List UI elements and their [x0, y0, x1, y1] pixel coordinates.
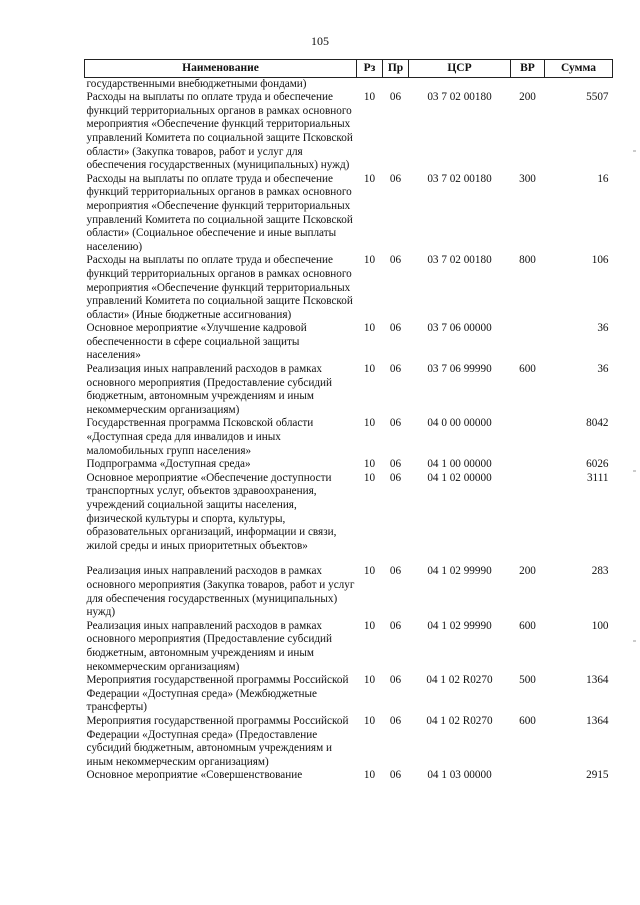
cell-vr: 800 [519, 254, 536, 267]
cell-rz: 10 [363, 674, 376, 687]
cell-name: Основное мероприятие «Улучшение кадровой обеспеченности в сфере социальной защиты населения» [86, 322, 307, 362]
cell-vr: 600 [519, 363, 536, 376]
cell-rz: 10 [363, 363, 376, 376]
scan-edge-mark [633, 470, 636, 472]
cell-name: Подпрограмма «Доступная среда» [86, 458, 251, 471]
cell-rz: 10 [363, 565, 376, 578]
cell-pr: 06 [389, 417, 402, 430]
table-row [85, 715, 613, 769]
table-row [85, 77, 613, 91]
cell-sum: 100 [591, 619, 609, 632]
cell-sum: 36 [597, 363, 609, 376]
cell-pr: 06 [389, 565, 402, 578]
cell-csr: 03 7 02 00180 [427, 172, 492, 185]
cell-csr: 04 1 02 R0270 [426, 674, 493, 687]
table-row [85, 322, 613, 363]
cell-vr: 300 [519, 172, 536, 185]
table-row [85, 254, 613, 322]
cell-csr: 04 0 00 00000 [427, 417, 492, 430]
cell-name: Расходы на выплаты по оплате труда и обеспечение функций территориальных органов в рамках основного мероприятия «Обеспечение функций территориальных управлений Комитета по социальной защите Псковской области» (Социальное обеспечение и иные выплаты населению) [86, 172, 353, 253]
cell-vr [511, 417, 545, 458]
cell-sum: 5507 [586, 91, 609, 104]
header-name: Наименование [85, 60, 357, 78]
scan-edge-mark [633, 640, 636, 642]
table-row [85, 417, 613, 458]
cell-csr: 04 1 02 99990 [427, 619, 492, 632]
scan-edge-mark [633, 150, 636, 152]
cell-name: Реализация иных направлений расходов в рамках основного мероприятия (Предоставление субсидий бюджетным, автономным учреждениям и иным некоммерческим организациям) [86, 619, 332, 673]
cell-csr [409, 77, 511, 91]
cell-csr: 03 7 02 00180 [427, 91, 492, 104]
cell-pr: 06 [389, 322, 402, 335]
cell-vr [511, 322, 545, 363]
cell-pr [383, 77, 409, 91]
cell-pr: 06 [389, 254, 402, 267]
cell-rz: 10 [363, 619, 376, 632]
table-row [85, 91, 613, 173]
cell-name: государственными внебюджетными фондами) [86, 77, 307, 90]
cell-rz: 10 [363, 172, 376, 185]
cell-pr: 06 [389, 769, 402, 782]
cell-name: Расходы на выплаты по оплате труда и обеспечение функций территориальных органов в рамках основного мероприятия «Обеспечение функций территориальных управлений Комитета по социальной защите Псковской области» (Закупка товаров, работ и услуг для обеспечения государственных (муниципальных) нужд) [86, 91, 353, 172]
cell-csr: 04 1 02 99990 [427, 565, 492, 578]
budget-table [84, 59, 613, 783]
cell-vr: 600 [519, 714, 536, 727]
cell-vr [511, 472, 545, 566]
cell-name: Реализация иных направлений расходов в рамках основного мероприятия (Предоставление субсидий бюджетным, автономным учреждениям и иным некоммерческим организациям) [86, 363, 332, 416]
cell-rz: 10 [363, 471, 376, 484]
budget-table-container [84, 59, 612, 783]
cell-vr [511, 458, 545, 472]
cell-pr: 06 [389, 363, 402, 376]
cell-pr: 06 [389, 714, 402, 727]
table-row [85, 472, 613, 566]
cell-rz: 10 [363, 254, 376, 267]
table-row [85, 769, 613, 783]
cell-vr [511, 77, 545, 91]
cell-name: Мероприятия государственной программы Российской Федерации «Доступная среда» (Предоставление субсидий бюджетным, автономным учреждениям и иным некоммерческим организациям) [86, 714, 349, 768]
cell-csr: 03 7 06 00000 [427, 322, 492, 335]
cell-csr: 04 1 00 00000 [427, 458, 492, 471]
cell-rz: 10 [363, 417, 376, 430]
table-row [85, 565, 613, 619]
table-row [85, 363, 613, 417]
cell-name: Реализация иных направлений расходов в рамках основного мероприятия (Закупка товаров, работ и услуг для обеспечения государственных (муниципальных) нужд) [86, 565, 355, 619]
header-sum: Сумма [545, 60, 613, 78]
cell-name: Основное мероприятие «Совершенствование [86, 769, 303, 782]
cell-csr: 04 1 03 00000 [427, 769, 492, 782]
cell-sum: 6026 [586, 458, 609, 471]
cell-pr: 06 [389, 91, 402, 104]
cell-rz: 10 [363, 91, 376, 104]
cell-rz [357, 77, 383, 91]
cell-csr: 03 7 02 00180 [427, 254, 492, 267]
table-row [85, 458, 613, 472]
cell-sum: 1364 [586, 674, 609, 687]
cell-pr: 06 [389, 471, 402, 484]
cell-sum: 106 [591, 254, 609, 267]
cell-vr: 500 [519, 674, 536, 687]
cell-vr: 600 [519, 619, 536, 632]
cell-vr [511, 769, 545, 783]
cell-csr: 04 1 02 00000 [427, 471, 492, 484]
table-row [85, 674, 613, 715]
cell-sum: 8042 [586, 417, 609, 430]
header-vr: ВР [511, 60, 545, 78]
cell-sum: 1364 [586, 714, 609, 727]
cell-name: Основное мероприятие «Обеспечение доступности транспортных услуг, объектов здравоохранения, учреждений социальной защиты населения, физической культуры и спорта, культуры, образовательных организаций, информации и связи, жилой среды и иных приоритетных объектов» [86, 471, 337, 552]
cell-sum: 16 [597, 172, 609, 185]
cell-rz: 10 [363, 714, 376, 727]
cell-pr: 06 [389, 619, 402, 632]
cell-csr: 03 7 06 99990 [427, 363, 492, 376]
cell-sum [545, 77, 613, 91]
cell-vr: 200 [519, 565, 536, 578]
cell-pr: 06 [389, 458, 402, 471]
table-body [85, 77, 613, 783]
page-number: 105 [311, 34, 329, 48]
table-header-row [85, 60, 613, 78]
cell-sum: 283 [591, 565, 609, 578]
table-row [85, 620, 613, 674]
cell-pr: 06 [389, 172, 402, 185]
cell-rz: 10 [363, 769, 376, 782]
header-pr: Пр [383, 60, 409, 78]
cell-rz: 10 [363, 458, 376, 471]
header-rz: Рз [357, 60, 383, 78]
cell-sum: 36 [597, 322, 609, 335]
cell-name: Расходы на выплаты по оплате труда и обеспечение функций территориальных органов в рамках основного мероприятия «Обеспечение функций территориальных управлений Комитета по социальной защите Псковской области» (Иные бюджетные ассигнования) [86, 254, 353, 321]
table-row [85, 173, 613, 255]
cell-vr: 200 [519, 91, 536, 104]
cell-sum: 2915 [586, 769, 609, 782]
cell-pr: 06 [389, 674, 402, 687]
cell-rz: 10 [363, 322, 376, 335]
cell-name: Мероприятия государственной программы Российской Федерации «Доступная среда» (Межбюджетные трансферты) [86, 674, 349, 714]
cell-sum: 3111 [586, 471, 609, 484]
header-csr: ЦСР [409, 60, 511, 78]
cell-name: Государственная программа Псковской области «Доступная среда для инвалидов и иных маломобильных групп населения» [86, 417, 314, 457]
cell-csr: 04 1 02 R0270 [426, 714, 493, 727]
